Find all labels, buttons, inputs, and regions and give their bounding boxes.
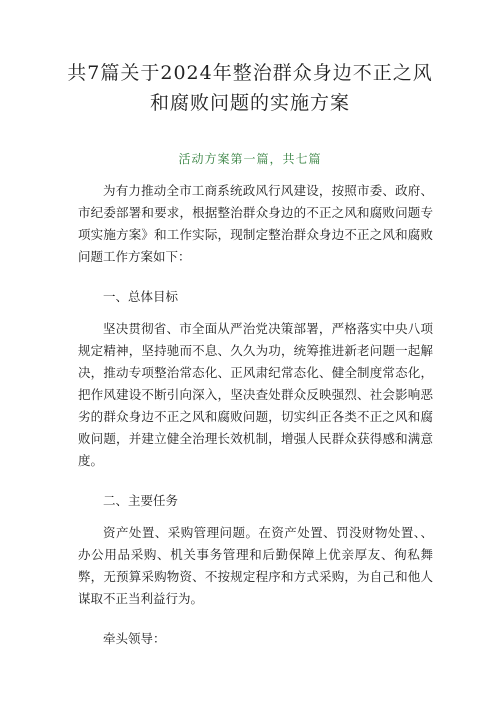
title-line-1: 共7篇关于2024年整治群众身边不正之风 xyxy=(67,62,433,84)
document-title xyxy=(60,58,440,118)
intro-paragraph: 为有力推动全市工商系统政风行风建设，按照市委、政府、市纪委部署和要求，根据整治群众身边的不正之风和腐败问题专项实施方案》和工作实际，现制定整治群众身边不正之风和腐败问题工作方案如下： xyxy=(78,183,433,264)
section-2-heading: 二、主要任务 xyxy=(103,493,179,508)
section-2-paragraph: 资产处置、采购管理问题。在资产处置、罚没财物处置、、办公用品采购、机关事务管理和后勤保障上优亲厚友、徇私舞弊，无预算采购物资、不按规定程序和方式采购，为自己和他人谋取不正当利益行为。 xyxy=(78,525,433,606)
section-1-heading: 一、总体目标 xyxy=(103,289,179,304)
title-line-2: 和腐败问题的实施方案 xyxy=(149,92,350,114)
document-subtitle: 活动方案第一篇，共七篇 xyxy=(178,152,322,166)
lead-label: 牵头领导： xyxy=(103,631,166,646)
section-1-paragraph: 坚决贯彻省、市全面从严治党决策部署，严格落实中央八项规定精神，坚持驰而不息、久久为功，统筹推进新老问题一起解决，推动专项整治常态化、正风肃纪常态化、健全制度常态化，把作风建设不断引向深入，坚决查处群众反映强烈、社会影响恶劣的群众身边不正之风和腐败问题，切实纠正各类不正之风和腐败问题，并建立健全治理长效机制，增强人民群众获得感和满意度。 xyxy=(78,321,433,468)
